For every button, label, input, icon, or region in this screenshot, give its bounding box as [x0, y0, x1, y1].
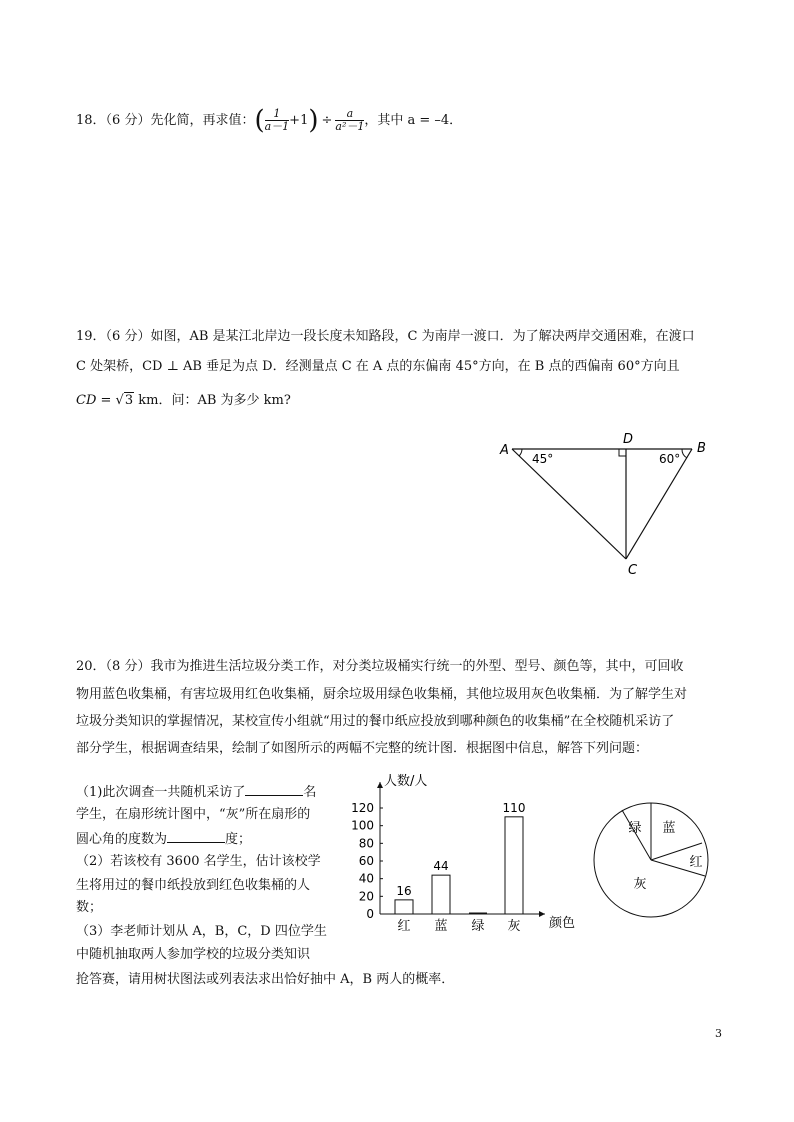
- q18-divide: ÷: [321, 113, 333, 128]
- pie-chart: [588, 798, 718, 928]
- q20-sub2-line2: 生将用过的餐巾纸投放到红色收集桶的人: [76, 878, 311, 893]
- q18-line: [76, 106, 462, 136]
- bar-value-label: 44: [433, 859, 449, 874]
- x-axis-label: 颜色: [549, 916, 576, 931]
- q20-sub1-text-b: 名: [303, 785, 317, 800]
- q18-frac1-den: a－1: [264, 120, 290, 133]
- q18-fraction-2: [335, 108, 364, 133]
- bar-value-label: 16: [396, 883, 412, 898]
- x-tick-label: 绿: [471, 919, 485, 934]
- label-b: B: [697, 441, 706, 456]
- q20-sub1-line1: [76, 783, 316, 802]
- y-tick-label: 80: [358, 836, 374, 851]
- bar-灰: [505, 817, 523, 914]
- y-axis-arrow: [377, 782, 383, 788]
- q18-fraction-1: [265, 108, 290, 133]
- q20-sub1-line2: 学生，在扇形统计图中，“灰”所在扇形的: [76, 807, 311, 822]
- right-angle-mark: [619, 449, 626, 456]
- q18-frac2-den: a²－1: [335, 120, 365, 133]
- bar-chart: [340, 768, 590, 938]
- x-axis-arrow: [539, 911, 545, 917]
- q20-sub1-text-a: （1)此次调查一共随机采访了: [76, 785, 246, 800]
- y-tick-label: 40: [358, 871, 374, 886]
- label-d: D: [623, 432, 634, 447]
- y-axis-label: 人数/人: [384, 774, 428, 789]
- x-tick-label: 红: [397, 919, 411, 934]
- segment-ac: [512, 449, 626, 559]
- y-tick-label: 100: [351, 818, 374, 833]
- q20-sub1-line3: [76, 830, 251, 849]
- y-tick-label: 0: [366, 907, 374, 921]
- bar-value-label: 110: [502, 800, 526, 815]
- pie-slice-label: 红: [689, 855, 703, 870]
- label-c: C: [628, 563, 638, 578]
- pie-slice-label: 蓝: [662, 821, 676, 836]
- q19-line-1: 19．（6 分）如图，AB 是某江北岸边一段长度未知路段，C 为南岸一渡口．为了解决两岸交通困难，在渡口: [76, 329, 695, 344]
- bar-蓝: [432, 875, 450, 914]
- answer-blank-1[interactable]: [245, 783, 303, 796]
- y-tick-label: 20: [358, 889, 374, 904]
- x-tick-label: 灰: [507, 919, 521, 934]
- q18-tail: ，其中 a = –4．: [364, 113, 463, 128]
- q20-line-3: 垃圾分类知识的掌握情况，某校宣传小组就“用过的餐巾纸应投放到哪种颜色的收集桶”在全校随机采访了: [76, 714, 675, 729]
- q18-right-paren: ): [308, 105, 319, 136]
- y-tick-label: 120: [351, 801, 374, 815]
- angle-arc-b: [682, 449, 687, 458]
- q19-line-2: C 处架桥，CD ⊥ AB 垂足为点 D．经测量点 C 在 A 点的东偏南 45°方向，在 B 点的西偏南 60°方向且: [76, 359, 680, 374]
- q18-frac1-num: 1: [265, 108, 290, 121]
- q20-sub1-text-d: 圆心角的度数为: [76, 832, 168, 847]
- bar-红: [395, 900, 413, 914]
- q20-sub2-line3: 数；: [76, 900, 103, 915]
- pie-slice-label: 灰: [633, 877, 647, 892]
- q18-lead: 18．（6 分）先化简，再求值：: [76, 113, 255, 128]
- q20-line-4: 部分学生，根据调查结果，绘制了如图所示的两幅不完整的统计图．根据图中信息，解答下列问题：: [76, 741, 649, 756]
- y-tick-label: 60: [358, 854, 374, 868]
- page-number: 3: [715, 1027, 722, 1040]
- q18-left-paren: (: [254, 105, 265, 136]
- angle-a-label: 45°: [532, 452, 554, 466]
- q20-sub2-line1: （2）若该校有 3600 名学生，估计该校学: [76, 854, 321, 869]
- pie-slice-label: 绿: [628, 821, 642, 836]
- q19-question: km．问：AB 为多少 km?: [134, 393, 291, 408]
- triangle-diagram: [496, 428, 716, 578]
- label-a: A: [500, 443, 509, 458]
- q20-sub1-text-e: 度；: [225, 832, 252, 847]
- x-tick-label: 蓝: [434, 919, 448, 934]
- q19-line-3: [76, 392, 291, 410]
- q20-sub3-line2: 中随机抽取两人参加学校的垃圾分类知识: [76, 947, 311, 962]
- q20-sub3-line3: 抢答赛，请用树状图法或列表法求出恰好抽中 A，B 两人的概率．: [76, 972, 455, 987]
- q18-frac2-num: a: [335, 108, 364, 121]
- sqrt-radicand: 3: [124, 393, 134, 408]
- q20-line-2: 物用蓝色收集桶，有害垃圾用红色收集桶，厨余垃圾用绿色收集桶，其他垃圾用灰色收集桶．为了解学生对: [76, 687, 688, 702]
- q19-cd-equals: CD =: [76, 393, 116, 408]
- q20-sub3-line1: （3）李老师计划从 A，B，C，D 四位学生: [76, 924, 327, 939]
- q20-line-1: 20．（8 分）我市为推进生活垃圾分类工作，对分类垃圾桶实行统一的外型、型号、颜色等，其中，可回收: [76, 659, 684, 674]
- angle-b-label: 60°: [659, 452, 681, 466]
- answer-blank-2[interactable]: [167, 830, 225, 843]
- sqrt-sign: √: [115, 393, 124, 408]
- q18-plus-one: +1: [289, 113, 309, 128]
- angle-arc-a: [519, 449, 522, 456]
